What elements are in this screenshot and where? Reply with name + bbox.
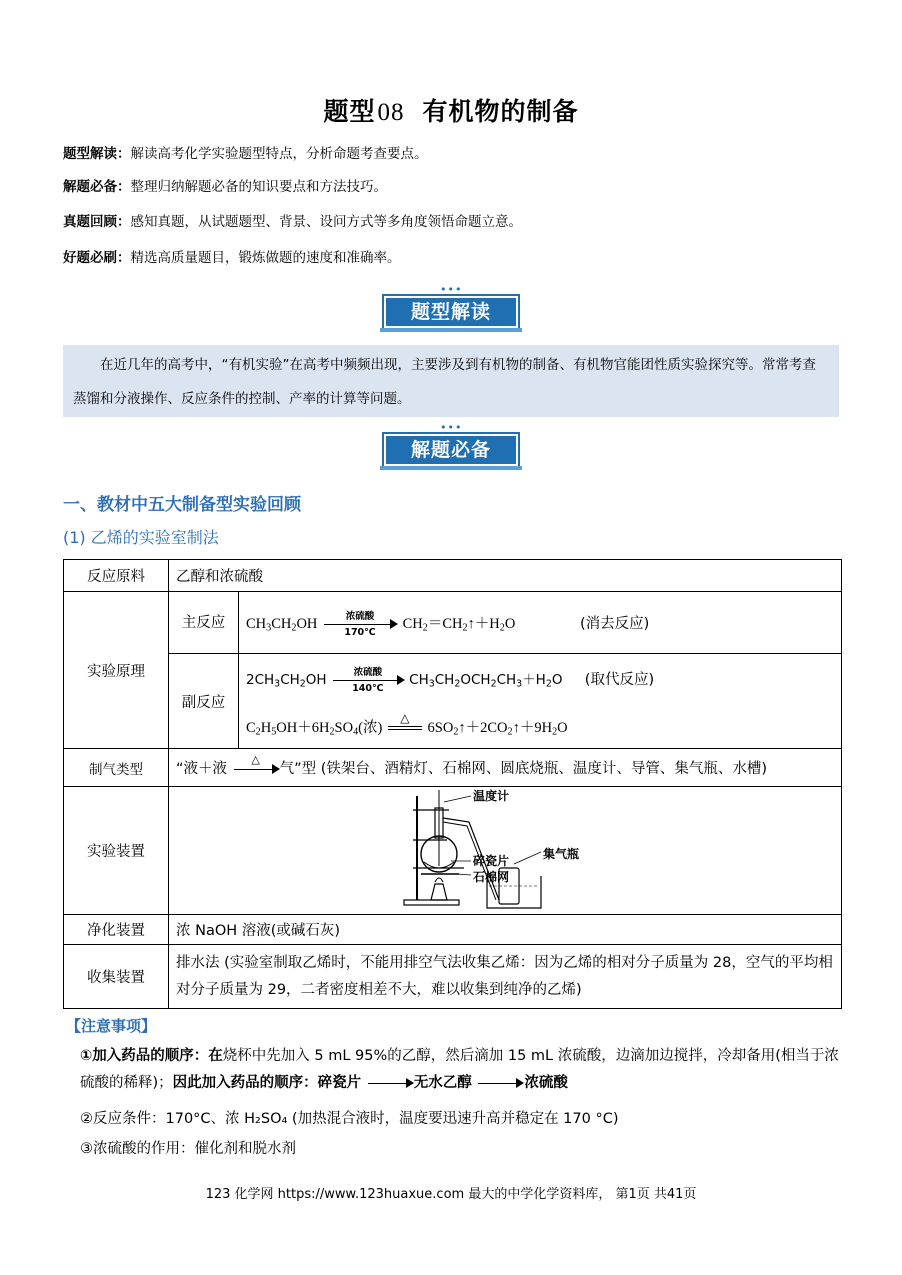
table-row: 制气类型 “液＋液 △ 气”型 (铁架台、酒精灯、石棉网、圆底烧瓶、温度计、导管、集气瓶、水槽) — [64, 749, 842, 787]
table-row: 实验装置 温度计 碎瓷片 石棉网 集气瓶 — [64, 787, 842, 915]
table-row: 净化装置 浓 NaOH 溶液(或碱石灰) — [64, 915, 842, 945]
table-row: 反应原料 乙醇和浓硫酸 — [64, 560, 842, 592]
side-reactions: $2CH_3CH_2OH$ 浓硫酸 140℃ $CH_3CH_2OCH_2CH_3+H_2O$ (取代反应) $C_2H_5OH+6H_2SO_4$(浓) △ $6SO_2↑+2CO_2↑+9H_2O$ — [239, 654, 842, 749]
banner-dots-icon: ••• — [440, 283, 463, 296]
svg-text:温度计: 温度计 — [473, 788, 510, 803]
intro-line-2: 解题必备：整理归纳解题必备的知识要点和方法技巧。 — [63, 179, 387, 195]
note-1: ①加入药品的顺序：在烧杯中先加入 5 mL 95%的乙醇，然后滴加 15 mL 浓硫酸，边滴加边搅拌，冷却备用(相当于浓硫酸的稀释)；因此加入药品的顺序：碎瓷片 无水乙醇 浓硫酸 — [80, 1048, 839, 1091]
main-reaction: $CH_3CH_2OH$ 浓硫酸 170℃ $CH_2=CH_2↑+H_2O$ (消去反应) — [239, 592, 842, 654]
intro-line-3: 真题回顾：感知真题，从试题题型、背景、设问方式等多角度领悟命题立意。 — [63, 214, 522, 230]
page-footer: 123 化学网 https://www.123huaxue.com 最大的中学化学资料库， 第1页 共41页 — [205, 1187, 697, 1202]
notice-heading: 【注意事项】 — [66, 1017, 157, 1035]
subsection-heading: (1) 乙烯的实验室制法 — [63, 528, 219, 547]
note-2: ②反应条件：170°C、浓 H₂SO₄ (加热混合液时，温度要迅速升高并稳定在 170 °C) — [80, 1111, 619, 1127]
svg-text:碎瓷片: 碎瓷片 — [473, 853, 510, 868]
apparatus-diagram — [169, 788, 775, 914]
intro-line-4: 好题必刷：精选高质量题目，锻炼做题的速度和准确率。 — [63, 250, 401, 266]
banner-question-analysis: ••• 题型解读 — [384, 290, 518, 330]
section-heading: 一、教材中五大制备型实验回顾 — [63, 495, 301, 515]
ethylene-prep-table — [63, 559, 842, 1009]
apparatus-cell — [169, 787, 842, 915]
gas-type-cell: “液＋液 △ 气”型 (铁架台、酒精灯、石棉网、圆底烧瓶、温度计、导管、集气瓶、水槽) — [169, 749, 842, 787]
svg-text:集气瓶: 集气瓶 — [543, 846, 580, 861]
table-row: 收集装置 排水法 (实验室制取乙烯时，不能用排空气法收集乙烯：因为乙烯的相对分子质量为 28，空气的平均相对分子质量为 29，二者密度相差不大，难以收集到纯净的乙烯) — [64, 945, 842, 1009]
note-3: ③浓硫酸的作用：催化剂和脱水剂 — [80, 1141, 296, 1157]
table-row: 实验原理 主反应 $CH_3CH_2OH$ 浓硫酸 170℃ $CH_2=CH_2↑+H_2O$ (消去反应) — [64, 592, 842, 654]
banner-dots-icon: ••• — [440, 421, 463, 434]
page-title: 题型08 有机物的制备 — [323, 97, 579, 126]
intro-line-1: 题型解读：解读高考化学实验题型特点，分析命题考查要点。 — [63, 146, 428, 162]
table-row: 副反应 $2CH_3CH_2OH$ 浓硫酸 140℃ $CH_3CH_2OCH_2CH_3+H_2O$ (取代反应) $C_2H_5OH+6H_2SO_4$(浓) △ $6SO_2↑+2CO_2↑+9H_2O$ — [64, 654, 842, 749]
banner-essentials: ••• 解题必备 — [384, 428, 518, 468]
overview-paragraph: 在近几年的高考中，“有机实验”在高考中频频出现，主要涉及到有机物的制备、有机物官能团性质实验探究等。常常考查蒸馏和分液操作、反应条件的控制、产率的计算等问题。 — [63, 345, 839, 417]
svg-text:石棉网: 石棉网 — [473, 869, 510, 884]
